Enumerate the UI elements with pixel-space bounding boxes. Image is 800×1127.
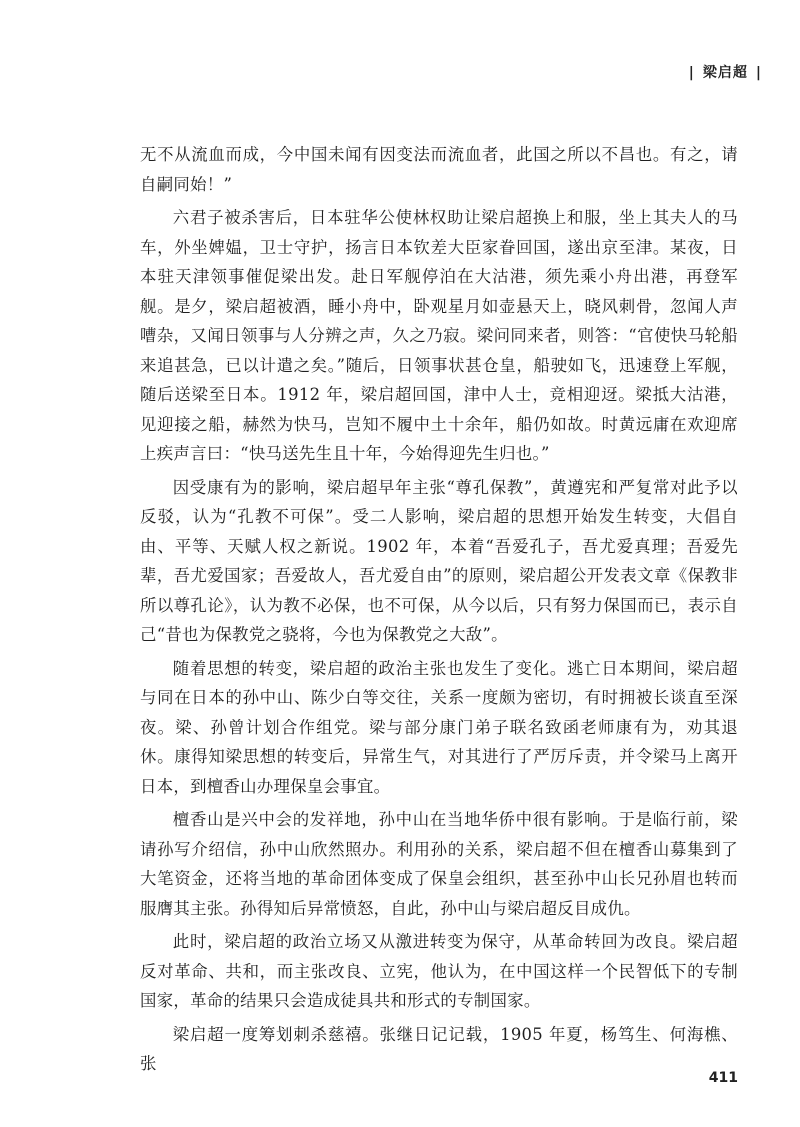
paragraph-4: 随着思想的转变，梁启超的政治主张也发生了变化。逃亡日本期间，梁启超与同在日本的孙中山、陈少白等交往，关系一度颇为密切，有时拥被长谈直至深夜。梁、孙曾计划合作组党。梁与部分康门弟子联名致函老师康有为，劝其退休。康得知梁思想的转变后，异常生气，对其进行了严厉斥责，并令梁马上离开日本，到檀香山办理保皇会事宜。 [140, 658, 738, 796]
header-right-bar: | [755, 65, 762, 81]
body-text [140, 140, 738, 1083]
header-title: 梁启超 [702, 65, 748, 81]
paragraph-2: 六君子被杀害后，日本驻华公使林权助让梁启超换上和服，坐上其夫人的马车，外坐婢媪，卫士守护，扬言日本钦差大臣家眷回国，遂出京至津。某夜，日本驻天津领事催促梁出发。赴日军舰停泊在大沽港，须先乘小舟出港，再登军舰。是夕，梁启超被酒，睡小舟中，卧观星月如壶悬天上，晓风刺骨，忽闻人声嘈杂，又闻日领事与人分辨之声，久之乃寂。梁问同来者，则答：“官使快马轮船来追甚急，已以计遣之矣。”随后，日领事状甚仓皇，船驶如飞，迅速登上军舰，随后送梁至日本。1912 年，梁启超回国，津中人士，竞相迎迓。梁抵大沽港，见迎接之船，赫然为快马，岂知不履中土十余年，船仍如故。时黄远庸在欢迎席上疾声言曰：“快马送先生且十年，今始得迎先生归也。” [140, 208, 738, 463]
header-left-bar: | [688, 65, 695, 81]
paragraph-7: 梁启超一度筹划刺杀慈禧。张继日记记载，1905 年夏，杨笃生、何海樵、张 [140, 1024, 738, 1073]
paragraph-1: 无不从流血而成，今中国未闻有因变法而流血者，此国之所以不昌也。有之，请自嗣同始！” [140, 145, 738, 194]
running-header [681, 62, 770, 82]
paragraph-3: 因受康有为的影响，梁启超早年主张“尊孔保教”，黄遵宪和严复常对此予以反驳，认为“孔教不可保”。受二人影响，梁启超的思想开始发生转变，大倡自由、平等、天赋人权之新说。1902 年，本着“吾爱孔子，吾尤爱真理；吾爱先辈，吾尤爱国家；吾爱故人，吾尤爱自由”的原则，梁启超公开发表文章《保教非所以尊孔论》，认为教不必保，也不可保，从今以后，只有努力保国而已，表示自己“昔也为保教党之骁将，今也为保教党之大敌”。 [140, 477, 738, 644]
paragraph-6: 此时，梁启超的政治立场又从激进转变为保守，从革命转回为改良。梁启超反对革命、共和，而主张改良、立宪，他认为，在中国这样一个民智低下的专制国家，革命的结果只会造成徒具共和形式的专制国家。 [140, 932, 738, 1010]
paragraph-5: 檀香山是兴中会的发祥地，孙中山在当地华侨中很有影响。于是临行前，梁请孙写介绍信，孙中山欣然照办。利用孙的关系，梁启超不但在檀香山募集到了大笔资金，还将当地的革命团体变成了保皇会组织，甚至孙中山长兄孙眉也转而服膺其主张。孙得知后异常愤怒，自此，孙中山与梁启超反目成仇。 [140, 810, 738, 918]
page-number: 411 [708, 1070, 738, 1086]
